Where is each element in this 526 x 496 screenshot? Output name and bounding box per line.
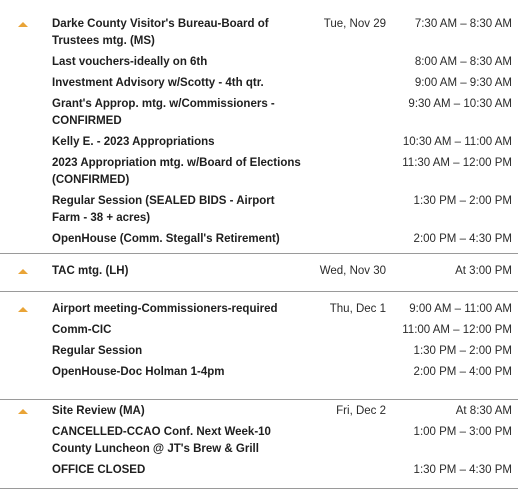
event-time: 1:30 PM – 2:00 PM: [413, 195, 512, 207]
event-title: Site Review (MA): [52, 405, 145, 417]
event-time: 11:00 AM – 12:00 PM: [402, 324, 512, 336]
event-time: 9:00 AM – 11:00 AM: [409, 303, 512, 315]
event-time: 7:30 AM – 8:30 AM: [414, 18, 512, 30]
event-title: 2023 Appropriation mtg. w/Board of Elections (CONFIRMED): [52, 157, 301, 186]
event-date: Fri, Dec 2: [336, 405, 386, 417]
collapse-arrow-icon[interactable]: [18, 22, 28, 27]
collapse-arrow-icon[interactable]: [18, 307, 28, 312]
event-time: 9:00 AM – 9:30 AM: [414, 77, 512, 89]
event-title: Darke County Visitor's Bureau-Board of Trustees mtg. (MS): [52, 18, 269, 47]
event-date: Wed, Nov 30: [319, 265, 386, 277]
day-group: [0, 291, 518, 400]
event-time: 8:00 AM – 8:30 AM: [414, 56, 512, 68]
collapse-arrow-icon[interactable]: [18, 269, 28, 274]
day-group: [0, 8, 518, 254]
event-title: Last vouchers-ideally on 6th: [52, 56, 208, 68]
event-title: Grant's Approp. mtg. w/Commissioners - CONFIRMED: [52, 98, 275, 127]
event-time: 2:00 PM – 4:30 PM: [413, 233, 512, 245]
collapse-arrow-icon[interactable]: [18, 409, 28, 414]
event-time: At 3:00 PM: [455, 265, 512, 277]
event-title: OpenHouse-Doc Holman 1-4pm: [52, 366, 225, 378]
event-time: At 8:30 AM: [455, 405, 512, 417]
event-date: Thu, Dec 1: [329, 303, 386, 315]
event-time: 1:30 PM – 4:30 PM: [413, 464, 512, 476]
day-group: [0, 253, 518, 292]
event-title: Investment Advisory w/Scotty - 4th qtr.: [52, 77, 264, 89]
event-time: 10:30 AM – 11:00 AM: [402, 136, 512, 148]
event-title: Regular Session: [52, 345, 143, 357]
event-title: Kelly E. - 2023 Appropriations: [52, 136, 215, 148]
event-title: OFFICE CLOSED: [52, 464, 146, 476]
event-title: Airport meeting-Commissioners-required: [52, 303, 278, 315]
event-title: OpenHouse (Comm. Stegall's Retirement): [52, 233, 280, 245]
event-time: 1:30 PM – 2:00 PM: [413, 345, 512, 357]
event-date: Tue, Nov 29: [323, 18, 386, 30]
event-title: Regular Session (SEALED BIDS - Airport Farm - 38 + acres): [52, 195, 275, 224]
event-title: Comm-CIC: [52, 324, 112, 336]
event-title: TAC mtg. (LH): [52, 265, 129, 277]
event-time: 11:30 AM – 12:00 PM: [402, 157, 512, 169]
event-title: CANCELLED-CCAO Conf. Next Week-10 County Luncheon @ JT's Brew & Grill: [52, 426, 271, 455]
event-time: 9:30 AM – 10:30 AM: [408, 98, 512, 110]
event-time: 2:00 PM – 4:00 PM: [413, 366, 512, 378]
day-group: [0, 399, 518, 489]
event-time: 1:00 PM – 3:00 PM: [413, 426, 512, 438]
